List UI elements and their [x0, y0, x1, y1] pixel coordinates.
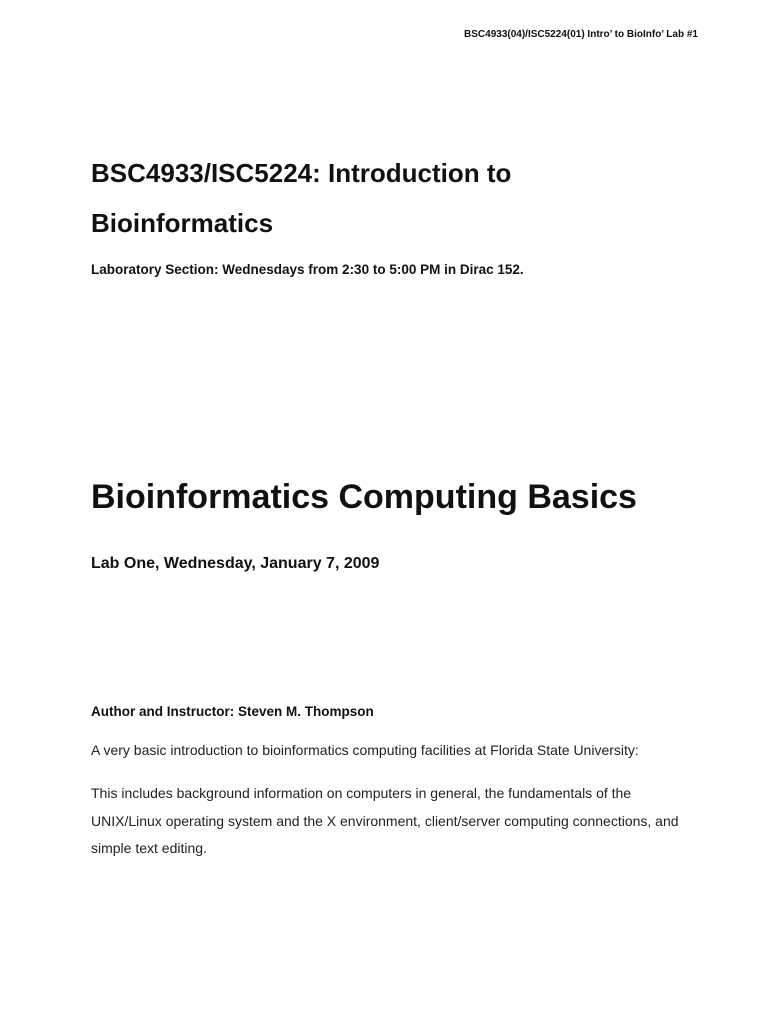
course-title: BSC4933/ISC5224: Introduction to Bioinformatics [91, 158, 512, 238]
running-header: BSC4933(04)/ISC5224(01) Intro’ to BioInfo’ Lab #1 [464, 29, 698, 40]
intro-paragraph: A very basic introduction to bioinformatics computing facilities at Florida State University: [91, 742, 639, 758]
lab-section-info: Laboratory Section: Wednesdays from 2:30 to 5:00 PM in Dirac 152. [91, 262, 524, 277]
author-line: Author and Instructor: Steven M. Thompson [91, 704, 374, 719]
lab-date: Lab One, Wednesday, January 7, 2009 [91, 555, 380, 572]
description-paragraph: This includes background information on computers in general, the fundamentals of the UNIX/Linux operating system and the X environment, client/server computing connections, and simple text editing. [91, 785, 679, 856]
lab-title: Bioinformatics Computing Basics [91, 478, 637, 516]
